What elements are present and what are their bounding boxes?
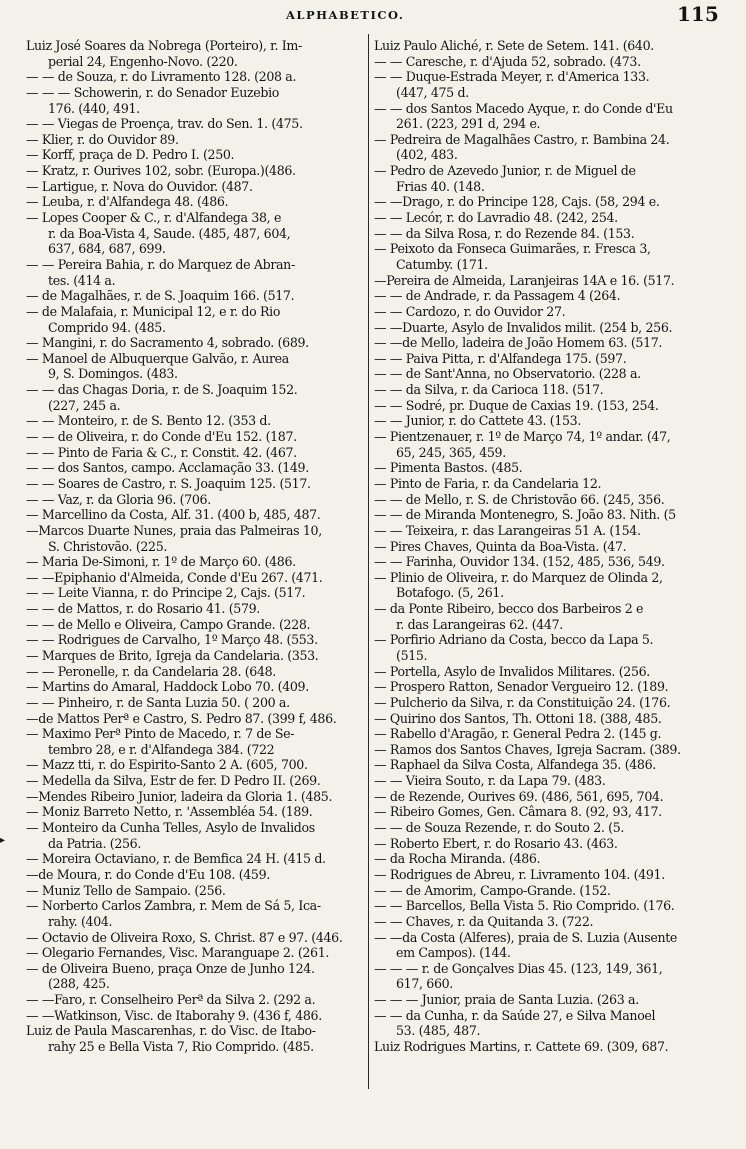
directory-entry-line: Frias 40. (148. bbox=[396, 178, 485, 194]
directory-entry-line: — — da Silva Rosa, r. do Rezende 84. (153. bbox=[374, 225, 635, 241]
directory-entry-line: — Prospero Ratton, Senador Vergueiro 12. (189. bbox=[374, 679, 669, 695]
directory-entry-line: (447, 475 d. bbox=[396, 84, 469, 100]
directory-entry-line: — Marcellino da Costa, Alf. 31. (400 b, 485, 487. bbox=[26, 507, 321, 523]
directory-entry-line: — Pimenta Bastos. (485. bbox=[374, 460, 523, 476]
directory-entry-line: — Peixoto da Fonseca Guimarães, r. Fresca 3, bbox=[374, 241, 651, 257]
directory-entry-line: r. da Boa-Vista 4, Saude. (485, 487, 604, bbox=[48, 225, 291, 241]
directory-entry-line: (288, 425. bbox=[48, 976, 110, 992]
directory-entry-line: r. das Larangeiras 62. (447. bbox=[396, 616, 563, 632]
directory-entry-line: — Rodrigues de Abreu, r. Livramento 104. (491. bbox=[374, 866, 665, 882]
directory-entry-line: — — Teixeira, r. das Larangeiras 51 A. (154. bbox=[374, 522, 641, 538]
directory-entry-line: — Olegario Fernandes, Visc. Maranguape 2. (261. bbox=[26, 945, 330, 961]
directory-entry-line: — — de Miranda Montenegro, S. João 83. Nith. (5 bbox=[374, 507, 676, 523]
directory-entry-line: — Portella, Asylo de Invalidos Militares. (256. bbox=[374, 663, 650, 679]
directory-entry-line: — — de Mattos, r. do Rosario 41. (579. bbox=[26, 601, 260, 617]
directory-entry-line: — —Watkinson, Visc. de Itaborahy 9. (436 f, 486. bbox=[26, 1007, 322, 1023]
directory-entry-line: — Pulcherio da Silva, r. da Constituição 24. (176. bbox=[374, 694, 671, 710]
directory-entry-line: Luiz Paulo Aliché, r. Sete de Setem. 141. (640. bbox=[374, 38, 654, 53]
directory-entry-line: — Rabello d'Aragão, r. General Pedra 2. (145 g. bbox=[374, 726, 662, 742]
directory-entry-line: — Pinto de Faria, r. da Candelaria 12. bbox=[374, 475, 602, 491]
directory-entry-line: — — Leite Vianna, r. do Principe 2, Cajs. (517. bbox=[26, 585, 306, 601]
directory-entry-line: — Moniz Barreto Netto, r. 'Assembléa 54. (189. bbox=[26, 804, 313, 820]
directory-entry-line: (227, 245 a. bbox=[48, 397, 121, 413]
directory-entry-line: 9, S. Domingos. (483. bbox=[48, 366, 178, 382]
directory-entry-line: — — Rodrigues de Carvalho, 1º Março 48. (553. bbox=[26, 632, 318, 648]
directory-entry-line: rahy 25 e Bella Vista 7, Rio Comprido. (485. bbox=[48, 1039, 314, 1054]
directory-entry-line: — —Epiphanio d'Almeida, Conde d'Eu 267. (471. bbox=[26, 569, 323, 585]
directory-entry-line: — Muniz Tello de Sampaio. (256. bbox=[26, 882, 226, 898]
directory-entry-line: — Klier, r. do Ouvidor 89. bbox=[26, 131, 179, 147]
directory-entry-line: — Octavio de Oliveira Roxo, S. Christ. 87 e 97. (446. bbox=[26, 929, 343, 945]
directory-entry-line: — — Duque-Estrada Meyer, r. d'America 133. bbox=[374, 69, 650, 85]
directory-entry-line: — Mangini, r. do Sacramento 4, sobrado. (689. bbox=[26, 335, 309, 351]
directory-entry-line: — — de Sant'Anna, no Observatorio. (228 a. bbox=[374, 366, 641, 382]
directory-entry-line: — — Pereira Bahia, r. do Marquez de Abran- bbox=[26, 256, 295, 272]
directory-entry-line: — — de Mello e Oliveira, Campo Grande. (228. bbox=[26, 616, 311, 632]
directory-entry-line: S. Christovão. (225. bbox=[48, 538, 168, 554]
directory-entry-line: Luiz José Soares da Nobrega (Porteiro), r. Im- bbox=[26, 38, 302, 53]
directory-entry-line: 65, 245, 365, 459. bbox=[396, 444, 506, 460]
directory-entry-line: — Porfirio Adriano da Costa, becco da Lapa 5. bbox=[374, 632, 654, 648]
directory-entry-line: 53. (485, 487. bbox=[396, 1023, 481, 1039]
directory-entry-line: — — dos Santos, campo. Acclamação 33. (149. bbox=[26, 460, 309, 476]
directory-entry-line: — — Sodré, pr. Duque de Caxias 19. (153, 254. bbox=[374, 397, 659, 413]
directory-entry-line: — —Duarte, Asylo de Invalidos milit. (254 b, 256. bbox=[374, 319, 673, 335]
page-number: 115 bbox=[677, 2, 719, 26]
directory-entry-line: — Medella da Silva, Estr de fer. D Pedro II. (269. bbox=[26, 773, 321, 789]
directory-entry-line: — — dos Santos Macedo Ayque, r. do Conde d'Eu bbox=[374, 100, 673, 116]
directory-entry-line: —de Moura, r. do Conde d'Eu 108. (459. bbox=[26, 866, 270, 882]
directory-entry-line: — Pedro de Azevedo Junior, r. de Miguel de bbox=[374, 163, 636, 179]
directory-entry-line: em Campos). (144. bbox=[396, 945, 511, 961]
directory-entry-line: — — — Junior, praia de Santa Luzia. (263 a. bbox=[374, 992, 639, 1008]
directory-entry-line: — Raphael da Silva Costa, Alfandega 35. (486. bbox=[374, 757, 656, 773]
directory-entry-line: — Quirino dos Santos, Th. Ottoni 18. (388, 485. bbox=[374, 710, 662, 726]
directory-entry-line: — Roberto Ebert, r. do Rosario 43. (463. bbox=[374, 835, 618, 851]
directory-entry-line: — Monteiro da Cunha Telles, Asylo de Invalidos bbox=[26, 820, 315, 836]
directory-entry-line: — — Viegas de Proença, trav. do Sen. 1. (475. bbox=[26, 116, 303, 132]
directory-entry-line: — — Pinto de Faria & C., r. Constit. 42. (467. bbox=[26, 444, 297, 460]
directory-entry-line: (515. bbox=[396, 647, 428, 663]
directory-entry-line: — Ribeiro Gomes, Gen. Câmara 8. (92, 93, 417. bbox=[374, 804, 662, 820]
directory-entry-line: — — Barcellos, Bella Vista 5. Rio Comprido. (176. bbox=[374, 898, 675, 914]
directory-entry-line: —Marcos Duarte Nunes, praia das Palmeiras 10, bbox=[26, 522, 322, 538]
directory-entry-line: — — Junior, r. do Cattete 43. (153. bbox=[374, 413, 581, 429]
directory-entry-line: — — Monteiro, r. de S. Bento 12. (353 d. bbox=[26, 413, 271, 429]
directory-entry-line: — — das Chagas Doria, r. de S. Joaquim 152. bbox=[26, 382, 298, 398]
directory-entry-line: — de Oliveira Bueno, praça Onze de Junho 124. bbox=[26, 960, 315, 976]
directory-entry-line: — —Drago, r. do Principe 128, Cajs. (58, 294 e. bbox=[374, 194, 660, 210]
directory-entry-line: — de Magalhães, r. de S. Joaquim 166. (517. bbox=[26, 288, 295, 304]
directory-entry-line: tes. (414 a. bbox=[48, 272, 116, 288]
directory-entry-line: — Mazz tti, r. do Espirito-Santo 2 A. (605, 700. bbox=[26, 757, 308, 773]
running-title: ALPHABETICO. bbox=[286, 8, 405, 22]
left-column bbox=[26, 38, 378, 1055]
directory-entry-line: — — de Oliveira, r. do Conde d'Eu 152. (187. bbox=[26, 429, 297, 445]
directory-entry-line: — —da Costa (Alferes), praia de S. Luzia (Ausente bbox=[374, 929, 678, 945]
directory-entry-line: Catumby. (171. bbox=[396, 256, 488, 272]
directory-entry-line: Botafogo. (5, 261. bbox=[396, 585, 504, 601]
directory-entry-line: — Maximo Perª Pinto de Macedo, r. 7 de Se- bbox=[26, 726, 295, 742]
directory-entry-line: perial 24, Engenho-Novo. (220. bbox=[48, 53, 238, 69]
directory-entry-line: — — Soares de Castro, r. S. Joaquim 125. (517. bbox=[26, 475, 311, 491]
directory-entry-line: — —de Mello, ladeira de João Homem 63. (517. bbox=[374, 335, 663, 351]
directory-entry-line: — — de Andrade, r. da Passagem 4 (264. bbox=[374, 288, 621, 304]
directory-entry-line: — —Faro, r. Conselheiro Perª da Silva 2. (292 a. bbox=[26, 992, 316, 1008]
directory-entry-line: — Kratz, r. Ourives 102, sobr. (Europa.)(486. bbox=[26, 163, 296, 179]
directory-entry-line: — — Pinheiro, r. de Santa Luzia 50. ( 200 a. bbox=[26, 694, 290, 710]
right-column bbox=[374, 38, 728, 1055]
directory-entry-line: — Lopes Cooper & C., r. d'Alfandega 38, e bbox=[26, 210, 282, 226]
directory-entry-line: 637, 684, 687, 699. bbox=[48, 241, 166, 257]
directory-entry-line: — — da Cunha, r. da Saúde 27, e Silva Manoel bbox=[374, 1007, 656, 1023]
directory-entry-line: — Moreira Octaviano, r. de Bemfica 24 H. (415 d. bbox=[26, 851, 326, 867]
page-header bbox=[0, 2, 746, 30]
directory-entry-line: —de Mattos Perª e Castro, S. Pedro 87. (399 f, 486. bbox=[26, 710, 337, 726]
directory-entry-line: — Pires Chaves, Quinta da Boa-Vista. (47. bbox=[374, 538, 627, 554]
directory-entry-line: —Mendes Ribeiro Junior, ladeira da Gloria 1. (485. bbox=[26, 788, 333, 804]
directory-entry-line: Luiz Rodrigues Martins, r. Cattete 69. (309, 687. bbox=[374, 1039, 669, 1054]
directory-entry-line: — — Cardozo, r. do Ouvidor 27. bbox=[374, 303, 566, 319]
directory-entry-line: — Leuba, r. d'Alfandega 48. (486. bbox=[26, 194, 229, 210]
directory-entry-line: — — da Silva, r. da Carioca 118. (517. bbox=[374, 382, 604, 398]
directory-entry-line: — — — Schowerin, r. do Senador Euzebio bbox=[26, 84, 279, 100]
directory-entry-line: — da Ponte Ribeiro, becco dos Barbeiros 2 e bbox=[374, 601, 644, 617]
directory-entry-line: — Manoel de Albuquerque Galvão, r. Aurea bbox=[26, 350, 289, 366]
directory-entry-line: — Norberto Carlos Zambra, r. Mem de Sá 5, Ica- bbox=[26, 898, 321, 914]
directory-entry-line: Comprido 94. (485. bbox=[48, 319, 166, 335]
directory-entry-line: —Pereira de Almeida, Laranjeiras 14A e 16. (517. bbox=[374, 272, 675, 288]
directory-entry-line: — de Malafaia, r. Municipal 12, e r. do Rio bbox=[26, 303, 281, 319]
directory-entry-line: — de Rezende, Ourives 69. (486, 561, 695, 704. bbox=[374, 788, 664, 804]
directory-entry-line: — — Lecór, r. do Lavradio 48. (242, 254. bbox=[374, 210, 618, 226]
directory-entry-line: 261. (223, 291 d, 294 e. bbox=[396, 116, 541, 132]
directory-entry-line: — — de Amorim, Campo-Grande. (152. bbox=[374, 882, 611, 898]
margin-arrow-icon: ▸ bbox=[0, 835, 6, 846]
directory-entry-line: — — de Mello, r. S. de Christovão 66. (245, 356. bbox=[374, 491, 665, 507]
directory-entry-line: — — Peronelle, r. da Candelaria 28. (648. bbox=[26, 663, 276, 679]
directory-entry-line: — Korff, praça de D. Pedro I. (250. bbox=[26, 147, 235, 163]
directory-entry-line: (402, 483. bbox=[396, 147, 458, 163]
directory-entry-line: — — Vieira Souto, r. da Lapa 79. (483. bbox=[374, 773, 606, 789]
directory-entry-line: da Patria. (256. bbox=[48, 835, 141, 851]
directory-entry-line: — — Paiva Pitta, r. d'Alfandega 175. (597. bbox=[374, 350, 627, 366]
directory-entry-line: tembro 28, e r. d'Alfandega 384. (722 bbox=[48, 741, 275, 757]
directory-entry-line: — — de Souza Rezende, r. do Souto 2. (5. bbox=[374, 820, 625, 836]
directory-entry-line: — — Chaves, r. da Quitanda 3. (722. bbox=[374, 913, 594, 929]
directory-entry-line: — Marques de Brito, Igreja da Candelaria. (353. bbox=[26, 647, 319, 663]
directory-entry-line: — Pedreira de Magalhães Castro, r. Bambina 24. bbox=[374, 131, 670, 147]
directory-entry-line: — — de Souza, r. do Livramento 128. (208 a. bbox=[26, 69, 297, 85]
directory-entry-line: 176. (440, 491. bbox=[48, 100, 140, 116]
directory-entry-line: — — Caresche, r. d'Ajuda 52, sobrado. (473. bbox=[374, 53, 641, 69]
directory-entry-line: — da Rocha Miranda. (486. bbox=[374, 851, 541, 867]
directory-entry-line: — Martins do Amaral, Haddock Lobo 70. (409. bbox=[26, 679, 309, 695]
directory-entry-line: — — Vaz, r. da Gloria 96. (706. bbox=[26, 491, 211, 507]
directory-entry-line: — Plinio de Oliveira, r. do Marquez de Olinda 2, bbox=[374, 569, 663, 585]
directory-entry-line: — Ramos dos Santos Chaves, Igreja Sacram. (389. bbox=[374, 741, 681, 757]
directory-entry-line: — Lartigue, r. Nova do Ouvidor. (487. bbox=[26, 178, 253, 194]
directory-entry-line: — — — r. de Gonçalves Dias 45. (123, 149, 361, bbox=[374, 960, 663, 976]
directory-entry-line: 617, 660. bbox=[396, 976, 453, 992]
directory-entry-line: — Pientzenauer, r. 1º de Março 74, 1º andar. (47, bbox=[374, 429, 671, 445]
directory-entry-line: — — Farinha, Ouvidor 134. (152, 485, 536, 549. bbox=[374, 554, 665, 570]
directory-entry-line: — Maria De-Simoni, r. 1º de Março 60. (486. bbox=[26, 554, 296, 570]
directory-entry-line: rahy. (404. bbox=[48, 913, 113, 929]
directory-entry-line: Luiz de Paula Mascarenhas, r. do Visc. de Itabo- bbox=[26, 1023, 316, 1039]
